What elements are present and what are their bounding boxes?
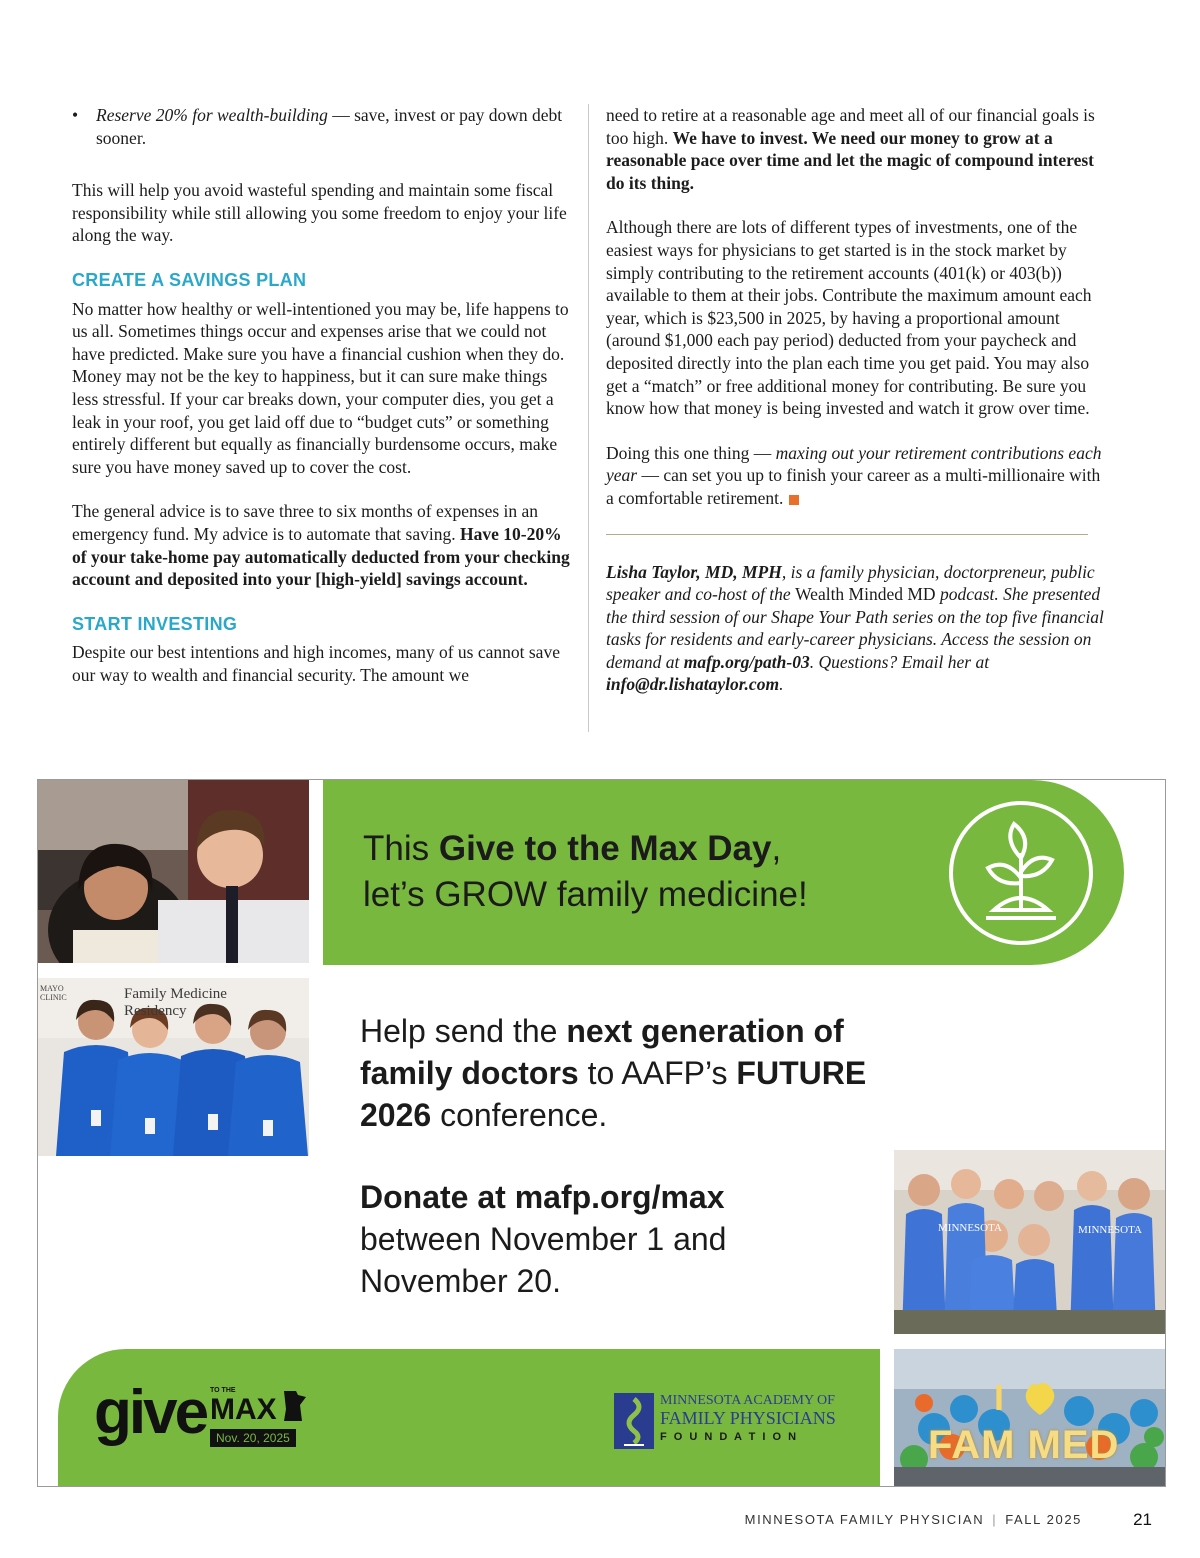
give-word: give xyxy=(94,1378,207,1447)
issue-label: FALL 2025 xyxy=(1005,1512,1082,1527)
ad-body-bold-1: next generation of family doctors xyxy=(360,1013,844,1091)
paragraph-invest-1-bold: We have to invest. We need our money to grow at a reasonable pace over time and let the magic of compound interest do its thing. xyxy=(606,127,1095,193)
paragraph-invest-3-c: — can set you up to finish your career as a multi-millionaire with a comfortable retirement. xyxy=(606,465,1101,508)
donate-text xyxy=(360,1176,800,1302)
minnesota-state-icon xyxy=(282,1389,308,1423)
session-link[interactable]: mafp.org/path-03 xyxy=(683,651,810,672)
ad-footer-bar xyxy=(58,1349,880,1486)
bio-text-4: . xyxy=(779,674,784,695)
mafp-line-1: MINNESOTA ACADEMY OF xyxy=(660,1393,835,1408)
ad-body-bold-2: FUTURE 2026 xyxy=(360,1055,867,1133)
bullet-italic: Reserve 20% for wealth-building xyxy=(96,105,328,125)
give-to-the-max-logo xyxy=(94,1378,324,1459)
banner-line-1-bold: Give to the Max Day xyxy=(438,829,772,868)
max-word: MAX xyxy=(210,1393,277,1426)
sprout-icon xyxy=(946,798,1096,948)
sign-fam-med: FAM MED xyxy=(928,1423,1120,1467)
donate-link-text[interactable]: Donate at mafp.org/max xyxy=(360,1179,725,1215)
bullet-text: — save, invest or pay down debt sooner. xyxy=(96,105,563,148)
banner-line-1-c: , xyxy=(771,829,782,868)
mafp-emblem-icon xyxy=(614,1393,654,1449)
heading-savings-plan: CREATE A SAVINGS PLAN xyxy=(72,269,307,290)
end-mark-icon xyxy=(789,495,799,505)
photo-two-residents-image xyxy=(38,780,309,963)
mafp-line-3: F O U N D A T I O N xyxy=(660,1431,799,1443)
ad-body-text xyxy=(360,1010,880,1136)
paragraph-invest-3-a: Doing this one thing — xyxy=(606,442,776,463)
photo-minnesota-students-image xyxy=(894,1150,1165,1334)
bullet-dot-icon: • xyxy=(72,105,79,125)
banner-line-2: let’s GROW family medicine! xyxy=(363,875,808,914)
mafp-line-2: FAMILY PHYSICIANS xyxy=(660,1408,836,1428)
donate-dates: between November 1 and November 20. xyxy=(360,1221,727,1299)
paragraph-savings-2-bold: Have 10-20% of your take-home pay automatically deducted from your checking account and deposited into your [high-yield] savings account. xyxy=(72,523,570,590)
residency-sign-line1: Family Medicine xyxy=(124,986,227,1002)
paragraph-savings-1: No matter how healthy or well-intentioned you may be, life happens to us all. Sometimes things occur and expenses arise that we could not have predicted. Make sure you have a financial cushion when they do. Money may not be the key to happiness, but it can sure make things less stressful. If your car breaks down, your computer dies, you get a leak in your roof, you get laid off due to “budget cuts” or something entirely different but equally as financially burdensome occurs, make sure you have money saved up to cover the cost. xyxy=(72,298,569,477)
publication-name: MINNESOTA FAMILY PHYSICIAN xyxy=(744,1512,985,1527)
author-bio xyxy=(606,561,1111,697)
page-number: 21 xyxy=(1133,1510,1152,1529)
to-the-word: TO THE xyxy=(210,1387,236,1394)
bio-text-1: , is a family physician, doctorpreneur, public speaker and co-host of the xyxy=(606,561,1095,605)
author-email-link[interactable]: info@dr.lishataylor.com xyxy=(606,674,780,695)
photo-fam-med-sign xyxy=(894,1349,1165,1486)
ad-body-e: conference. xyxy=(431,1097,608,1133)
paragraph-invest-3 xyxy=(606,442,1111,510)
bio-divider xyxy=(606,534,1088,535)
shirt-text-left: MINNESOTA xyxy=(938,1222,1002,1234)
paragraph-invest-3-italic: maxing out your retirement contributions each year xyxy=(606,442,1102,486)
paragraph-invest-1-start xyxy=(72,641,577,687)
bullet-item xyxy=(72,104,577,149)
article-left-column xyxy=(72,104,577,709)
page-footer xyxy=(745,1512,1082,1527)
bio-text-2: podcast. She presented the third session of our Shape Your Path series on the top five financial tasks for residents and early-career physicians. Access the session on demand at xyxy=(606,584,1104,672)
photo-minnesota-students xyxy=(894,1150,1165,1334)
banner-line-1-a: This xyxy=(363,829,439,868)
photo-residency-group xyxy=(38,978,309,1156)
article-right-column xyxy=(606,104,1111,718)
give-to-the-max-ad xyxy=(37,779,1166,1487)
ad-body-a: Help send the xyxy=(360,1013,567,1049)
podcast-name: Wealth Minded MD xyxy=(795,584,936,605)
footer-separator: | xyxy=(992,1512,998,1527)
paragraph-invest-1-cont-text: need to retire at a reasonable age and meet all of our financial goals is too high. xyxy=(606,105,1095,148)
paragraph-invest-2: Although there are lots of different types of investments, one of the easiest ways for physicians to get started is in the stock market by simply contributing to the retirement accounts (401(k) or 403(b)) available to them at their jobs. Contribute the maximum amount each year, which is $23,500 in 2025, by having a proportional amount (around $1,000 each pay period) deducted from your paycheck and deposited directly into the plan each time you get paid. You may also get a “match” or free additional money for contributing. Be sure you know how that money is being invested and watch it grow over time. xyxy=(606,217,1092,419)
bio-text-3: . Questions? Email her at xyxy=(809,651,990,672)
residency-sign-line2: Residency xyxy=(124,1003,187,1019)
mayo-clinic-label: MAYO CLINIC xyxy=(40,984,67,1002)
photo-two-residents xyxy=(38,780,309,963)
paragraph-savings-2 xyxy=(72,500,577,590)
paragraph-avoid: This will help you avoid wasteful spending and maintain some fiscal responsibility while still allowing you some freedom to enjoy your life along the way. xyxy=(72,180,567,246)
headline-banner xyxy=(323,780,1124,965)
paragraph-invest-1-text: Despite our best intentions and high incomes, many of us cannot save our way to wealth and financial security. The amount we xyxy=(72,642,560,685)
banner-headline xyxy=(363,826,808,918)
donate-link[interactable] xyxy=(360,1176,800,1218)
author-name: Lisha Taylor, MD, MPH xyxy=(606,561,782,582)
banner-line-1 xyxy=(363,826,808,872)
shirt-text-right: MINNESOTA xyxy=(1078,1224,1142,1236)
column-divider xyxy=(588,104,589,732)
mafp-foundation-logo xyxy=(614,1393,854,1453)
paragraph-savings-2-text: The general advice is to save three to six months of expenses in an emergency fund. My advice is to automate that saving. xyxy=(72,501,539,544)
paragraph-invest-1-continued xyxy=(606,104,1111,194)
heading-start-investing: START INVESTING xyxy=(72,613,238,634)
give-date-badge: Nov. 20, 2025 xyxy=(210,1429,296,1447)
ad-body-c: to AAFP’s xyxy=(578,1055,737,1091)
sign-letter-i: I xyxy=(994,1377,1005,1418)
